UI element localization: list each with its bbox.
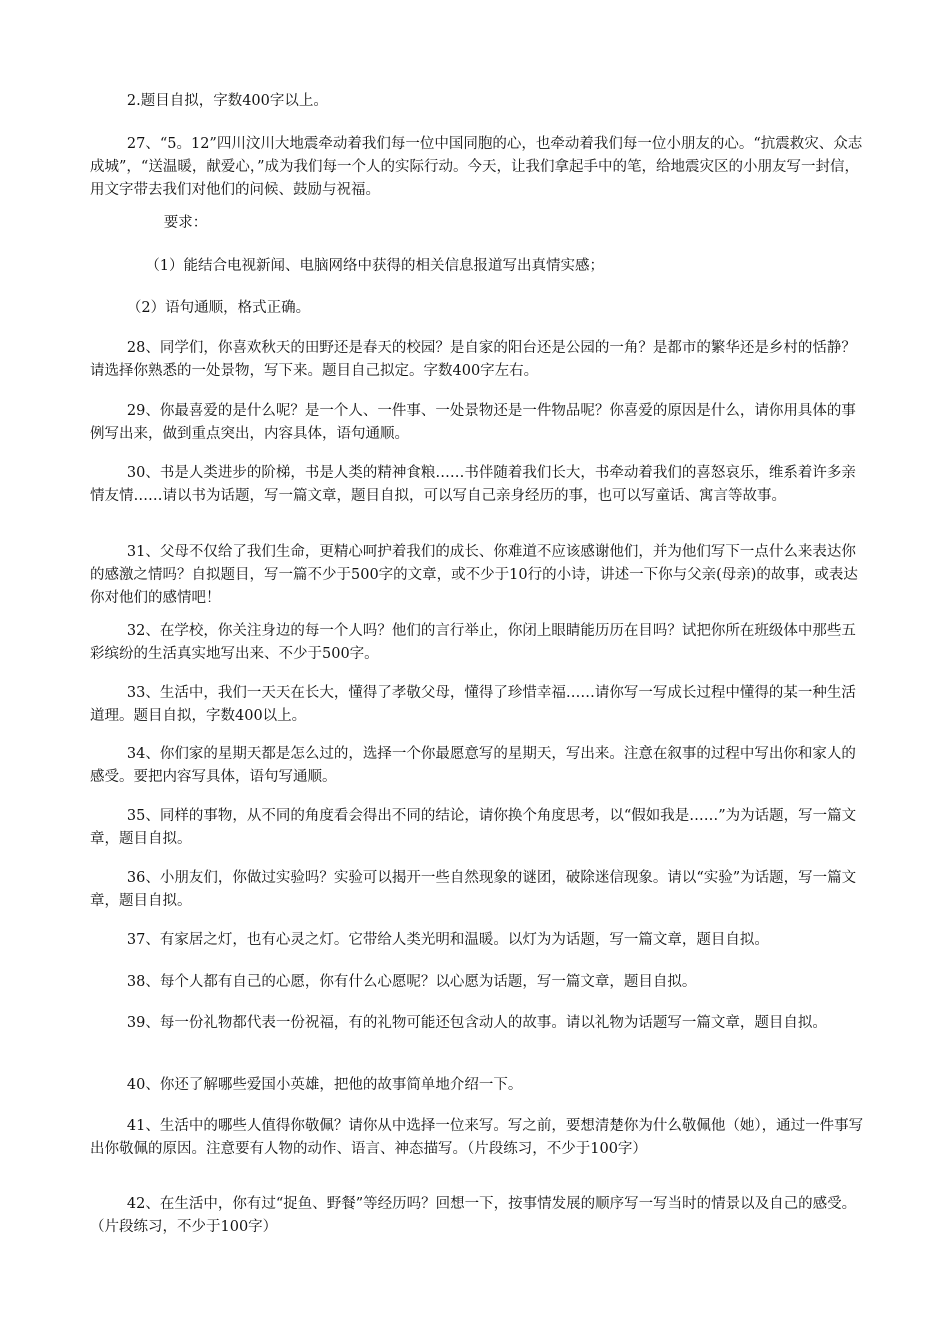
prompt-37: 37、有家居之灯，也有心灵之灯。它带给人类光明和温暖。以灯为为话题，写一篇文章，题目自拟。 (90, 932, 769, 948)
prompt-29: 29、你最喜爱的是什么呢？是一个人、一件事、一处景物还是一件物品呢？你喜爱的原因是什么，请你用具体的事例写出来，做到重点突出，内容具体，语句通顺。 (90, 403, 856, 442)
prompt-32: 32、在学校，你关注身边的每一个人吗？他们的言行举止，你闭上眼睛能历历在目吗？试把你所在班级体中那些五彩缤纷的生活真实地写出来、不少于500字。 (90, 623, 856, 662)
prompt-33: 33、生活中，我们一天天在长大，懂得了孝敬父母，懂得了珍惜幸福……请你写一写成长过程中懂得的某一种生活道理。题目自拟，字数400以上。 (90, 685, 856, 724)
prompt-42: 42、在生活中，你有过“捉鱼、野餐”等经历吗？回想一下，按事情发展的顺序写一写当时的情景以及自己的感受。（片段练习，不少于100字） (90, 1196, 857, 1235)
prompt-39: 39、每一份礼物都代表一份祝福，有的礼物可能还包含动人的故事。请以礼物为话题写一篇文章，题目自拟。 (90, 1015, 827, 1031)
prompt-27: 27、“5。12”四川汶川大地震牵动着我们每一位中国同胞的心，也牵动着我们每一位小朋友的心。“抗震救灾、众志成城”，“送温暖，献爱心，”成为我们每一个人的实际行动。今天，让我们拿起手中的笔，给地震灾区的小朋友写一封信，用文字带去我们对他们的问候、鼓励与祝福。 (90, 136, 863, 198)
instruction-2: 2.题目自拟，字数400字以上。 (90, 93, 328, 109)
requirement-1: （1）能结合电视新闻、电脑网络中获得的相关信息报道写出真情实感； (90, 258, 605, 274)
prompt-36: 36、小朋友们，你做过实验吗？实验可以揭开一些自然现象的谜团，破除迷信现象。请以“实验”为话题，写一篇文章，题目自拟。 (90, 870, 857, 909)
prompt-35: 35、同样的事物，从不同的角度看会得出不同的结论，请你换个角度思考，以“假如我是……”为为话题，写一篇文章，题目自拟。 (90, 808, 857, 847)
prompt-28: 28、同学们，你喜欢秋天的田野还是春天的校园？是自家的阳台还是公园的一角？是都市的繁华还是乡村的恬静？请选择你熟悉的一处景物，写下来。题目自己拟定。字数400字左右。 (90, 340, 856, 379)
prompt-38: 38、每个人都有自己的心愿，你有什么心愿呢？以心愿为话题，写一篇文章，题目自拟。 (90, 974, 697, 990)
prompt-41: 41、生活中的哪些人值得你敬佩？请你从中选择一位来写。写之前，要想清楚你为什么敬佩他（她），通过一件事写出你敬佩的原因。注意要有人物的动作、语言、神态描写。（片段练习，不少于100字） (90, 1118, 864, 1157)
requirements-heading: 要求： (90, 215, 208, 231)
prompt-40: 40、你还了解哪些爱国小英雄，把他的故事简单地介绍一下。 (90, 1077, 523, 1093)
requirement-2: （2）语句通顺，格式正确。 (90, 300, 311, 316)
prompt-31: 31、父母不仅给了我们生命，更精心呵护着我们的成长、你难道不应该感谢他们，并为他们写下一点什么来表达你的感激之情吗？自拟题目，写一篇不少于500字的文章，或不少于10行的小诗，讲述一下你与父亲(母亲)的故事，或表达你对他们的感情吧！ (90, 544, 858, 606)
prompt-30: 30、书是人类进步的阶梯，书是人类的精神食粮……书伴随着我们长大，书牵动着我们的喜怒哀乐，维系着许多亲情友情……请以书为话题，写一篇文章，题目自拟，可以写自己亲身经历的事，也可以写童话、寓言等故事。 (90, 465, 856, 504)
prompt-34: 34、你们家的星期天都是怎么过的，选择一个你最愿意写的星期天，写出来。注意在叙事的过程中写出你和家人的感受。要把内容写具体，语句写通顺。 (90, 746, 856, 785)
